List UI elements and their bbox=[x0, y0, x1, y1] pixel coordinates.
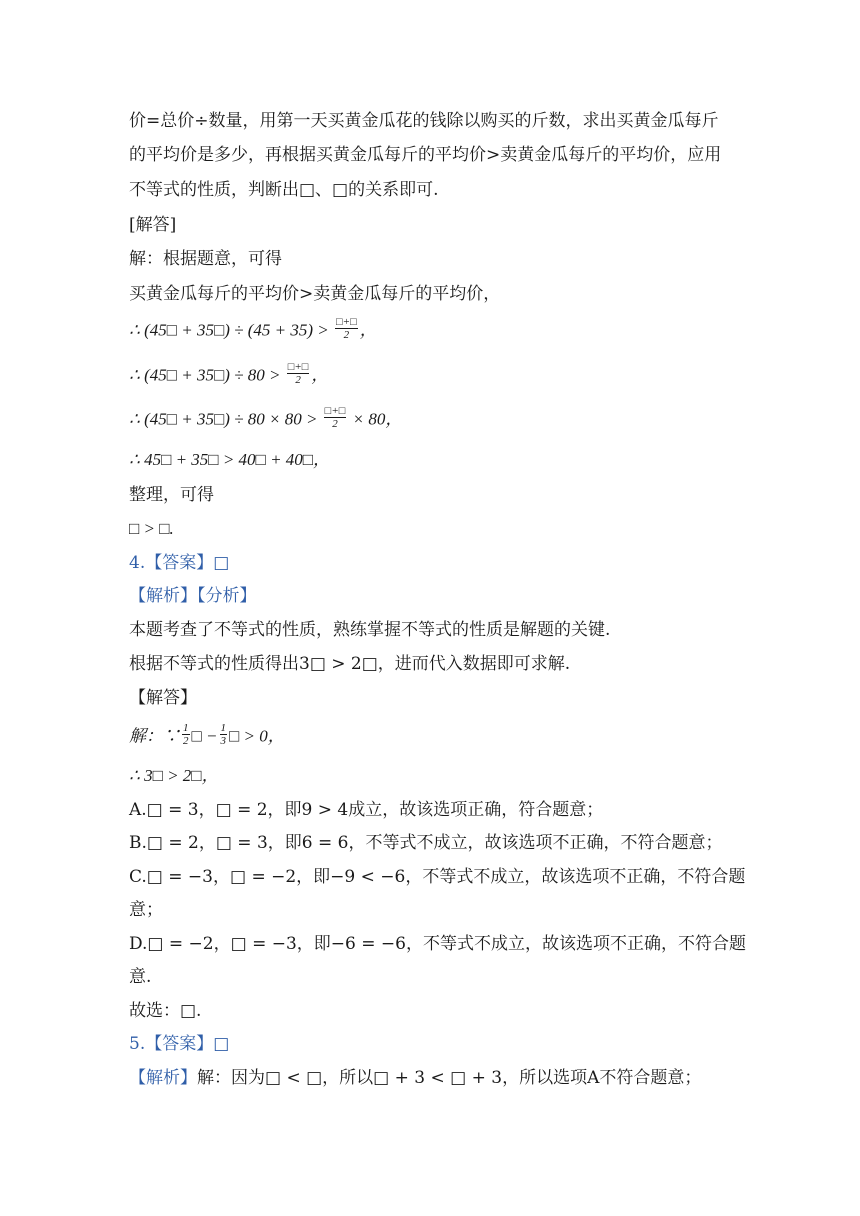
section-heading: [解答] bbox=[129, 215, 177, 235]
q4-analysis-head: 【解析】【分析】 bbox=[129, 586, 257, 606]
q4-option-d: D.□ = −2，□ = −3，即−6 = −6，不等式不成立，故该选项不正确，不符合题 bbox=[129, 934, 746, 954]
paragraph-line: 价=总价÷数量，用第一天买黄金瓜花的钱除以购买的斤数，求出买黄金瓜每斤 bbox=[129, 111, 719, 131]
q4-option-c-cont: 意； bbox=[129, 900, 163, 920]
q4-option-d-cont: 意. bbox=[129, 967, 152, 987]
fraction-numerator: 1 bbox=[183, 722, 189, 734]
equation-1 bbox=[129, 316, 741, 344]
q5-text: 解：因为□ < □，所以□ + 3 < □ + 3，所以选项A不符合题意； bbox=[197, 1068, 702, 1088]
q4-option-b: B.□ = 2，□ = 3，即6 = 6，不等式不成立，故该选项不正确，不符合题意； bbox=[129, 833, 723, 853]
fraction bbox=[324, 405, 347, 430]
paragraph-line: 的平均价是多少，再根据买黄金瓜每斤的平均价>卖黄金瓜每斤的平均价，应用 bbox=[129, 145, 722, 165]
step-prefix: 解：∵ bbox=[129, 726, 180, 746]
fraction-denominator: 2 bbox=[332, 418, 338, 430]
step-mid: □ − bbox=[191, 726, 218, 746]
equation-4: ∴ 45□ + 35□ > 40□ + 40□， bbox=[129, 450, 331, 469]
q4-choose: 故选：□. bbox=[129, 1001, 202, 1021]
fraction-numerator: □+□ bbox=[324, 405, 346, 417]
fraction bbox=[182, 722, 190, 747]
q4-step-2: ∴ 3□ > 2□， bbox=[129, 766, 219, 785]
fraction bbox=[220, 722, 228, 747]
q4-solve-head: 【解答】 bbox=[129, 688, 197, 708]
paragraph-line: 本题考查了不等式的性质，熟练掌握不等式的性质是解题的关键. bbox=[129, 620, 611, 640]
fraction-denominator: 3 bbox=[220, 735, 226, 747]
fraction-denominator: 2 bbox=[183, 735, 189, 747]
equation-tail: ， bbox=[311, 365, 329, 385]
fraction bbox=[335, 316, 358, 341]
equation-result: □ > □. bbox=[129, 519, 174, 538]
equation-3 bbox=[129, 405, 741, 433]
fraction-numerator: 1 bbox=[220, 722, 226, 734]
equation-lhs: ∴ (45□ + 35□) ÷ (45 + 35) > bbox=[129, 320, 333, 340]
q5-analysis-tag: 【解析】 bbox=[129, 1068, 197, 1088]
equation-lhs: ∴ (45□ + 35□) ÷ 80 > bbox=[129, 365, 285, 385]
fraction-numerator: □+□ bbox=[287, 361, 309, 373]
paragraph-line: 买黄金瓜每斤的平均价>卖黄金瓜每斤的平均价， bbox=[129, 284, 501, 304]
equation-tail: ， bbox=[359, 320, 377, 340]
q4-answer: 4.【答案】□ bbox=[129, 553, 230, 573]
q5-line bbox=[129, 1067, 741, 1089]
paragraph-line: 解：根据题意，可得 bbox=[129, 249, 282, 269]
paragraph-line: 根据不等式的性质得出3□ > 2□，进而代入数据即可求解. bbox=[129, 654, 571, 674]
fraction-numerator: □+□ bbox=[336, 316, 357, 328]
paragraph-line: 不等式的性质，判断出□、□的关系即可. bbox=[129, 180, 439, 200]
step-tail: □ > 0， bbox=[229, 726, 285, 746]
q5-answer: 5.【答案】□ bbox=[129, 1034, 230, 1054]
fraction-denominator: 2 bbox=[295, 374, 301, 386]
equation-2 bbox=[129, 361, 741, 389]
equation-tail: × 80， bbox=[348, 409, 403, 429]
equation-lhs: ∴ (45□ + 35□) ÷ 80 × 80 > bbox=[129, 409, 322, 429]
fraction-denominator: 2 bbox=[343, 329, 350, 341]
fraction bbox=[287, 361, 310, 386]
q4-step-1 bbox=[129, 722, 741, 750]
q4-option-c: C.□ = −3，□ = −2，即−9 < −6，不等式不成立，故该选项不正确，不符合题 bbox=[129, 867, 746, 887]
paragraph-line: 整理，可得 bbox=[129, 485, 214, 505]
q4-option-a: A.□ = 3，□ = 2，即9 > 4成立，故该选项正确，符合题意； bbox=[129, 800, 604, 820]
